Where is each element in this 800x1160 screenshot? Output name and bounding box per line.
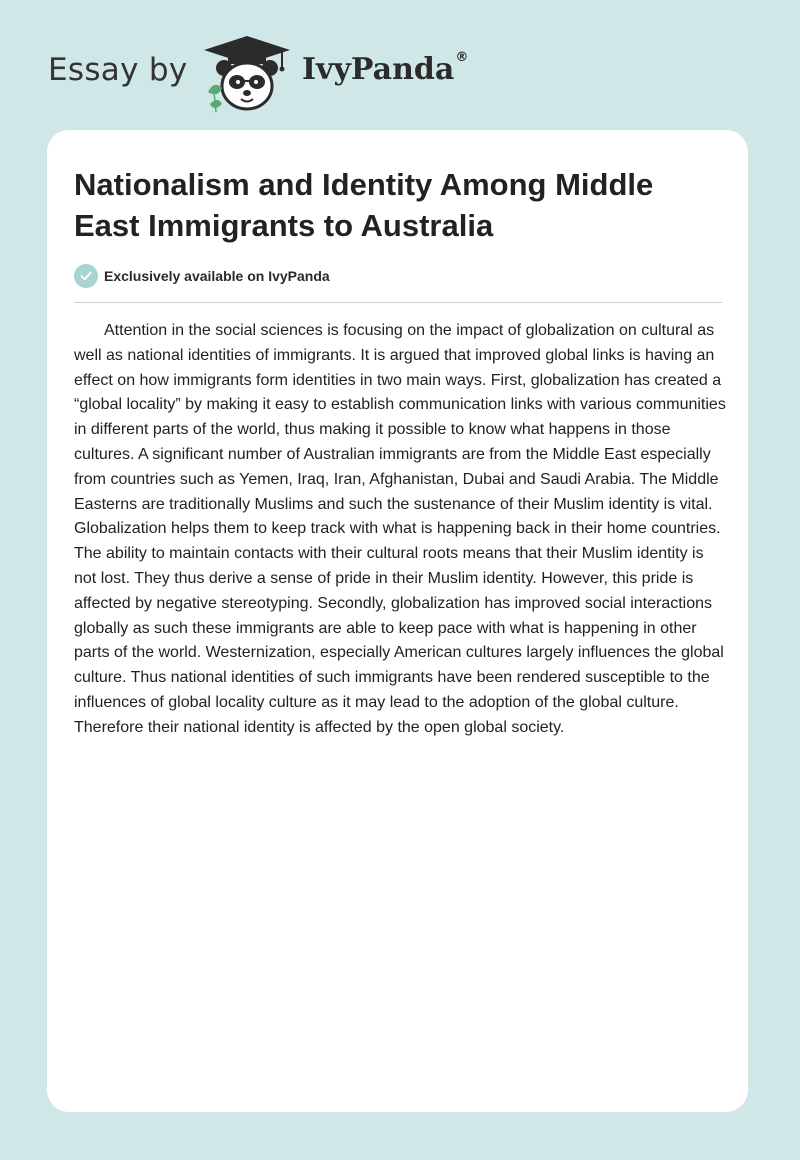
divider bbox=[74, 302, 722, 303]
brand-name[interactable]: IvyPanda® bbox=[302, 50, 469, 87]
exclusive-badge bbox=[74, 264, 330, 288]
essay-title: Nationalism and Identity Among Middle East Immigrants to Australia bbox=[74, 167, 654, 243]
essay-by-label: Essay by bbox=[48, 52, 188, 88]
check-icon bbox=[74, 264, 98, 288]
essay-card bbox=[47, 130, 748, 1112]
site-header bbox=[48, 34, 548, 114]
panda-logo-icon[interactable] bbox=[200, 34, 295, 114]
registered-mark: ® bbox=[455, 50, 469, 65]
exclusive-label: Exclusively available on IvyPanda bbox=[104, 268, 330, 284]
essay-body: Attention in the social sciences is focusing on the impact of globalization on cultural as well as national identities of immigrants. It is argued that improved global links is having an effect on how immigrants form identities in two main ways. First, globalization has created a “global locality” by making it easy to establish communication links with various communities in different parts of the world, thus making it possible to know what happens in those cultures. A significant number of Australian immigrants are from the Middle East especially from countries such as Yemen, Iraq, Iran, Afghanistan, Dubai and Saudi Arabia. The Middle Easterns are traditionally Muslims and such the sustenance of their Muslim identity is vital. Globalization helps them to keep track with what is happening back in their home countries. The ability to maintain contacts with their cultural roots means that their Muslim identity is not lost. They thus derive a sense of pride in their Muslim identity. However, this pride is affected by negative stereotyping. Secondly, globalization has improved social interactions globally as such these immigrants are able to keep pace with what is happening in other parts of the world. Westernization, especially American cultures largely influences the global culture. Thus national identities of such immigrants have been rendered susceptible to the influences of global locality culture as it may lead to the adoption of the global culture. Therefore their national identity is affected by the open global society. bbox=[74, 322, 726, 736]
